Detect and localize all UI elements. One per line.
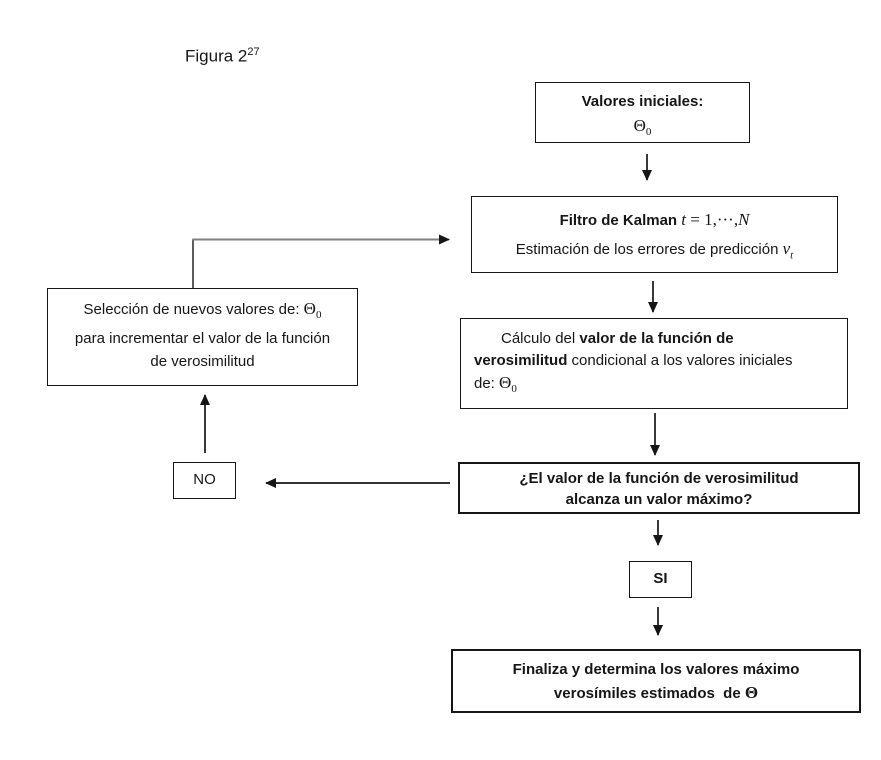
math-var-v: v <box>782 239 791 258</box>
math-var-t: t <box>681 210 686 229</box>
theta-symbol: Θ <box>499 373 512 392</box>
calculo-line3 <box>474 372 841 400</box>
theta-symbol: Θ <box>633 116 646 135</box>
kalman-line2-text: Estimación de los errores de predicción <box>515 241 779 258</box>
seleccion-line2: para incrementar el valor de la función <box>74 330 331 347</box>
valores-line2 <box>536 114 749 144</box>
calculo-l1-bold: valor de la función de <box>579 330 734 347</box>
figure-footnote-ref: 27 <box>247 46 260 58</box>
box-pregunta-maximo <box>458 462 860 514</box>
calculo-l2-normal: condicional a los valores iniciales <box>567 352 793 369</box>
math-var-N: N <box>738 210 750 229</box>
figure-title <box>185 46 260 67</box>
pregunta-line2: alcanza un valor máximo? <box>565 491 753 508</box>
box-no <box>173 462 236 499</box>
calculo-line2 <box>474 350 841 372</box>
calculo-l1-normal: Cálculo del <box>501 330 580 347</box>
finaliza-line2 <box>453 681 859 705</box>
kalman-range-expression <box>681 210 749 229</box>
math-var-v-sub: t <box>790 249 794 262</box>
box-finaliza <box>451 649 861 713</box>
finaliza-line1: Finaliza y determina los valores máximo <box>512 661 800 678</box>
seleccion-l1-text: Selección de nuevos valores de: <box>83 301 304 318</box>
kalman-line2 <box>472 235 837 269</box>
theta-subscript: 0 <box>645 126 652 138</box>
theta-subscript: 0 <box>511 383 517 395</box>
seleccion-line1 <box>48 297 357 327</box>
calculo-line1 <box>474 328 841 350</box>
si-label: SI <box>653 570 668 587</box>
prediction-error-symbol <box>782 239 794 262</box>
theta-subscript: 0 <box>315 309 322 321</box>
math-equals: = 1,···, <box>686 210 739 229</box>
box-seleccion <box>47 288 358 386</box>
calculo-l3-normal: de: <box>474 375 500 392</box>
theta-symbol: Θ <box>744 683 759 702</box>
box-filtro-kalman <box>471 196 838 273</box>
kalman-title: Filtro de Kalman <box>559 212 678 229</box>
box-valores-iniciales <box>535 82 750 143</box>
kalman-line1 <box>472 206 837 235</box>
figure-title-text: Figura 2 <box>185 46 248 66</box>
seleccion-line3: de verosimilitud <box>150 353 255 370</box>
box-calculo-verosimilitud <box>460 318 848 409</box>
pregunta-line1: ¿El valor de la función de verosimilitud <box>519 470 799 487</box>
valores-line1: Valores iniciales: <box>581 93 704 110</box>
theta-symbol: Θ <box>303 299 316 318</box>
calculo-l2-bold: verosimilitud <box>474 352 568 369</box>
box-si <box>629 561 692 598</box>
no-label: NO <box>193 471 216 488</box>
finaliza-line2-text: verosímiles estimados de <box>553 685 745 702</box>
